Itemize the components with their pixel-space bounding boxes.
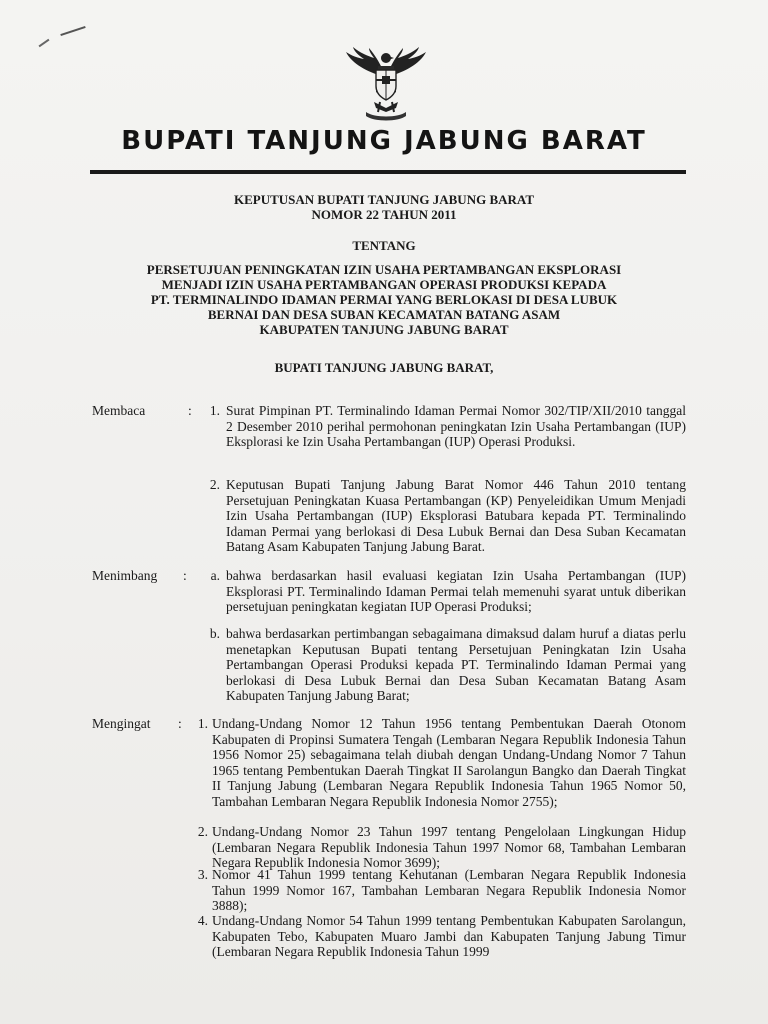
mengingat-label: Mengingat <box>92 716 151 731</box>
agency-title: BUPATI TANJUNG JABUNG BARAT <box>121 126 647 156</box>
garuda-emblem-icon <box>338 46 434 124</box>
item-number: 1. <box>197 716 208 731</box>
membaca-item-1: Surat Pimpinan PT. Terminalindo Idaman Permai Nomor 302/TIP/XII/2010 tanggal 2 Desember 2010 perihal permohonan peningkatan Izin Usaha Pertambangan (IUP) Eksplorasi ke Izin Usaha Pertambangan (IUP) Operasi Produksi. <box>226 403 686 449</box>
decree-number: NOMOR 22 TAHUN 2011 <box>311 207 457 222</box>
mengingat-item-1: Undang-Undang Nomor 12 Tahun 1956 tentang Pembentukan Daerah Otonom Kabupaten di Propinsi Sumatera Tengah (Lembaran Negara Republik Indonesia Tahun 1956 Nomor 25) sebagaimana telah diubah dengan Undang-Undang Nomor 7 Tahun 1965 tentang Pembentukan Daerah Tingkat II Sarolangun Bangko dan Daerah Tingkat II Tanjung Jabung (Lembaran Negara Republik Indonesia Tahun 1965 Nomor 50, Tambahan Lembaran Negara Republik Indonesia Nomor 2755); <box>212 716 686 809</box>
menimbang-item-b: bahwa berdasarkan pertimbangan sebagaimana dimaksud dalam huruf a diatas perlu menetapkan Keputusan Bupati tentang Persetujuan Peningkatan Izin Usaha Pertambangan Operasi Produksi kepada PT. Terminalindo Idaman Permai yang berlokasi di Desa Lubuk Bernai dan Desa Suban Kecamatan Batang Asam Kabupaten Tanjung Jabung Barat; <box>226 626 686 703</box>
item-letter: a. <box>210 568 220 583</box>
membaca-label: Membaca <box>92 403 146 418</box>
decree-subject <box>70 262 698 337</box>
tentang-heading: TENTANG <box>352 238 416 253</box>
decree-title-line: KEPUTUSAN BUPATI TANJUNG JABUNG BARAT <box>234 192 534 207</box>
header-rule <box>90 170 686 174</box>
subject-line: MENJADI IZIN USAHA PERTAMBANGAN OPERASI PRODUKSI KEPADA <box>161 277 607 292</box>
colon: : <box>188 403 192 418</box>
issuer-heading: BUPATI TANJUNG JABUNG BARAT, <box>274 360 494 375</box>
menimbang-item-a: bahwa berdasarkan hasil evaluasi kegiatan Izin Usaha Pertambangan (IUP) Eksplorasi PT. Terminalindo Idaman Permai telah memenuhi syarat untuk diberikan persetujuan peningkatan kegiatan IUP Operasi Produksi; <box>226 568 686 614</box>
item-letter: b. <box>209 626 220 641</box>
mengingat-item-3: Nomor 41 Tahun 1999 tentang Kehutanan (Lembaran Negara Republik Indonesia Tahun 1999 Nomor 167, Tambahan Lembaran Negara Republik Indonesia Nomor 3888); <box>212 867 686 913</box>
membaca-item-2: Keputusan Bupati Tanjung Jabung Barat Nomor 446 Tahun 2010 tentang Persetujuan Peningkatan Kuasa Pertambangan (KP) Penyeleidikan Umum Menjadi Izin Usaha Pertambangan (IUP) Eksplorasi Batubara kepada PT. Terminalindo Idaman Permai yang berlokasi di Desa Lubuk Bernai dan Desa Suban Kecamatan Batang Asam Kabupaten Tanjung Jabung Barat. <box>226 477 686 554</box>
pen-mark <box>39 39 50 48</box>
subject-line: BERNAI DAN DESA SUBAN KECAMATAN BATANG ASAM <box>207 307 561 322</box>
item-number: 4. <box>197 913 208 928</box>
decree-title <box>70 192 698 222</box>
subject-line: PT. TERMINALINDO IDAMAN PERMAI YANG BERLOKASI DI DESA LUBUK <box>150 292 618 307</box>
subject-line: KABUPATEN TANJUNG JABUNG BARAT <box>259 322 509 337</box>
mengingat-item-2: Undang-Undang Nomor 23 Tahun 1997 tentang Pengelolaan Lingkungan Hidup (Lembaran Negara Republik Indonesia Tahun 1997 Nomor 68, Tambahan Lembaran Negara Republik Indonesia Nomor 3699); <box>212 824 686 870</box>
item-number: 2. <box>209 477 220 492</box>
subject-line: PERSETUJUAN PENINGKATAN IZIN USAHA PERTAMBANGAN EKSPLORASI <box>146 262 622 277</box>
colon: : <box>178 716 182 731</box>
item-number: 1. <box>209 403 220 418</box>
item-number: 3. <box>197 867 208 882</box>
mengingat-item-4: Undang-Undang Nomor 54 Tahun 1999 tentang Pembentukan Kabupaten Sarolangun, Kabupaten Tebo, Kabupaten Muaro Jambi dan Kabupaten Tanjung Jabung Timur (Lembaran Negara Republik Indonesia Tahun 1999 <box>212 913 686 959</box>
item-number: 2. <box>197 824 208 839</box>
colon: : <box>183 568 187 583</box>
pen-mark <box>60 26 85 36</box>
menimbang-label: Menimbang <box>92 568 158 583</box>
